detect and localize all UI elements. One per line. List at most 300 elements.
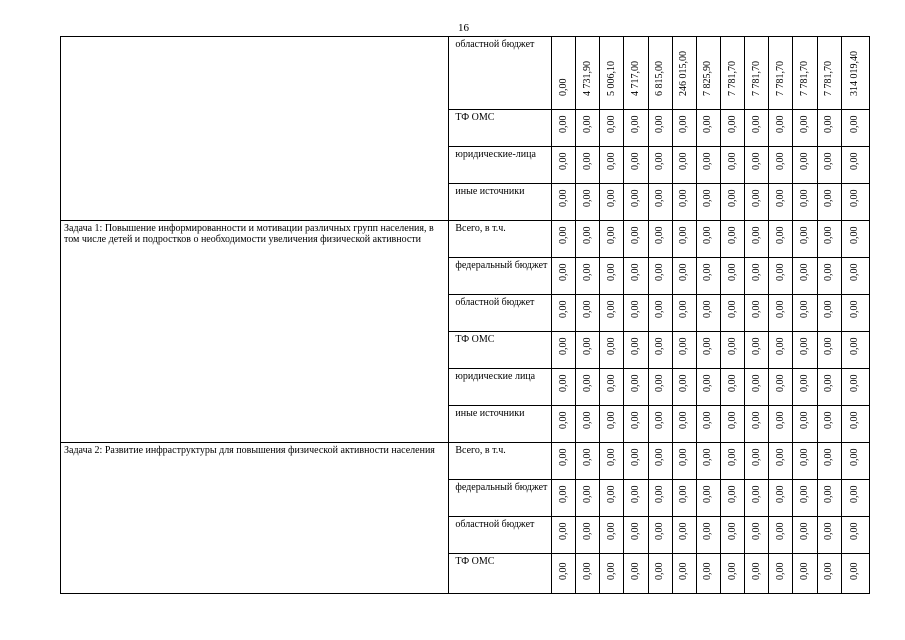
- value-text: 0,00: [702, 300, 714, 318]
- value-text: 0,00: [630, 485, 641, 503]
- funding-source-cell: юридические лица: [449, 369, 552, 406]
- value-text: 0,00: [823, 263, 835, 281]
- value-cell: [745, 443, 769, 480]
- value-cell: [624, 406, 648, 443]
- task-cell: Задача 1: Повышение информированности и мотивации различных групп населения, в том числе детей и подростков о необходимости увеличения физической активности: [61, 221, 449, 443]
- value-cell: [745, 37, 769, 110]
- value-text: 0,00: [702, 115, 714, 133]
- value-text: 0,00: [581, 485, 593, 503]
- value-text: 7 781,70: [750, 61, 762, 96]
- value-cell: [624, 480, 648, 517]
- value-cell: [696, 369, 720, 406]
- value-text: 0,00: [654, 152, 666, 170]
- value-text: 0,00: [823, 152, 835, 170]
- value-text: 0,00: [605, 448, 617, 466]
- value-text: 0,00: [654, 115, 666, 133]
- value-text: 0,00: [750, 485, 762, 503]
- value-text: 0,00: [726, 115, 738, 133]
- value-cell: [576, 480, 600, 517]
- value-cell: [600, 517, 624, 554]
- value-cell: [817, 332, 841, 369]
- value-text: 0,00: [849, 263, 861, 281]
- value-text: 0,00: [581, 522, 593, 540]
- value-cell: [576, 332, 600, 369]
- value-text: 0,00: [849, 448, 861, 466]
- value-cell: [696, 37, 720, 110]
- value-text: 0,00: [630, 448, 641, 466]
- funding-source-cell: ТФ ОМС: [449, 332, 552, 369]
- value-cell: [600, 147, 624, 184]
- value-text: 0,00: [849, 337, 861, 355]
- value-text: 0,00: [774, 562, 786, 580]
- value-text: 0,00: [654, 226, 666, 244]
- value-text: 0,00: [654, 263, 666, 281]
- value-cell: [721, 184, 745, 221]
- value-text: 0,00: [654, 411, 666, 429]
- value-cell: [745, 554, 769, 594]
- value-text: 0,00: [702, 411, 714, 429]
- value-text: 0,00: [654, 522, 666, 540]
- task-cell: [61, 37, 449, 221]
- value-cell: [721, 406, 745, 443]
- value-cell: [817, 480, 841, 517]
- value-text: 0,00: [678, 448, 690, 466]
- value-text: 0,00: [702, 263, 714, 281]
- value-cell: [696, 554, 720, 594]
- value-cell: [769, 110, 793, 147]
- value-text: 0,00: [605, 115, 617, 133]
- funding-source-cell: федеральный бюджет: [449, 258, 552, 295]
- value-cell: [721, 221, 745, 258]
- value-cell: [696, 332, 720, 369]
- value-cell: [745, 480, 769, 517]
- value-cell: [600, 221, 624, 258]
- value-text: 0,00: [702, 522, 714, 540]
- funding-source-cell: иные источники: [449, 184, 552, 221]
- page-number: 16: [458, 22, 469, 34]
- value-cell: [552, 369, 576, 406]
- value-text: 0,00: [726, 226, 738, 244]
- value-text: 0,00: [849, 411, 861, 429]
- value-text: 0,00: [678, 226, 690, 244]
- value-cell: [745, 184, 769, 221]
- value-text: 0,00: [630, 115, 641, 133]
- value-text: 0,00: [750, 115, 762, 133]
- value-text: 0,00: [630, 562, 641, 580]
- value-text: 0,00: [581, 448, 593, 466]
- value-cell: [745, 147, 769, 184]
- value-text: 0,00: [557, 411, 569, 429]
- value-cell: [624, 443, 648, 480]
- value-cell: [793, 184, 817, 221]
- value-text: 0,00: [581, 226, 593, 244]
- value-text: 0,00: [750, 263, 762, 281]
- value-cell: [624, 221, 648, 258]
- value-text: 7 781,70: [774, 61, 786, 96]
- value-cell: [552, 443, 576, 480]
- value-cell: [600, 295, 624, 332]
- value-text: 0,00: [678, 263, 690, 281]
- value-text: 0,00: [774, 485, 786, 503]
- value-cell: [841, 147, 869, 184]
- value-text: 0,00: [849, 374, 861, 392]
- value-text: 0,00: [581, 263, 593, 281]
- value-text: 0,00: [557, 337, 569, 355]
- value-cell: [672, 258, 696, 295]
- value-text: 0,00: [849, 226, 861, 244]
- value-cell: [721, 258, 745, 295]
- value-cell: [600, 37, 624, 110]
- value-text: 6 815,00: [654, 61, 666, 96]
- value-text: 0,00: [678, 189, 690, 207]
- value-text: 0,00: [823, 300, 835, 318]
- value-cell: [672, 554, 696, 594]
- value-text: 0,00: [823, 337, 835, 355]
- value-text: 0,00: [726, 448, 738, 466]
- value-cell: [769, 332, 793, 369]
- value-text: 0,00: [654, 562, 666, 580]
- value-text: 0,00: [630, 300, 641, 318]
- value-cell: [721, 554, 745, 594]
- value-text: 0,00: [678, 411, 690, 429]
- value-cell: [769, 221, 793, 258]
- value-text: 0,00: [726, 152, 738, 170]
- value-text: 0,00: [849, 562, 861, 580]
- funding-source-cell: Всего, в т.ч.: [449, 443, 552, 480]
- value-cell: [576, 406, 600, 443]
- value-cell: [672, 147, 696, 184]
- funding-table: [60, 36, 870, 594]
- value-text: 0,00: [630, 189, 641, 207]
- value-cell: [793, 480, 817, 517]
- value-text: 0,00: [774, 411, 786, 429]
- value-text: 0,00: [702, 374, 714, 392]
- value-text: 0,00: [557, 448, 569, 466]
- funding-source-cell: ТФ ОМС: [449, 110, 552, 147]
- value-cell: [841, 480, 869, 517]
- value-text: 0,00: [605, 152, 617, 170]
- value-text: 0,00: [605, 522, 617, 540]
- value-text: 0,00: [849, 300, 861, 318]
- value-text: 0,00: [726, 300, 738, 318]
- value-cell: [624, 37, 648, 110]
- value-text: 0,00: [557, 562, 569, 580]
- value-cell: [576, 295, 600, 332]
- value-text: 0,00: [605, 374, 617, 392]
- value-cell: [696, 406, 720, 443]
- value-cell: [745, 110, 769, 147]
- value-text: 0,00: [630, 263, 641, 281]
- value-text: 0,00: [823, 485, 835, 503]
- value-text: 0,00: [798, 562, 810, 580]
- value-text: 0,00: [798, 300, 810, 318]
- value-text: 0,00: [654, 448, 666, 466]
- value-cell: [624, 184, 648, 221]
- value-text: 0,00: [823, 522, 835, 540]
- value-cell: [576, 37, 600, 110]
- funding-source-cell: иные источники: [449, 406, 552, 443]
- value-text: 7 781,70: [798, 61, 810, 96]
- value-cell: [817, 554, 841, 594]
- value-cell: [696, 480, 720, 517]
- value-cell: [552, 406, 576, 443]
- value-cell: [841, 332, 869, 369]
- value-cell: [648, 332, 672, 369]
- value-cell: [648, 369, 672, 406]
- value-text: 0,00: [798, 522, 810, 540]
- value-text: 0,00: [849, 522, 861, 540]
- value-text: 0,00: [557, 263, 569, 281]
- value-cell: [600, 258, 624, 295]
- value-cell: [600, 110, 624, 147]
- value-text: 0,00: [605, 337, 617, 355]
- value-cell: [793, 295, 817, 332]
- value-cell: [745, 369, 769, 406]
- value-cell: [769, 406, 793, 443]
- value-text: 0,00: [750, 448, 762, 466]
- value-cell: [624, 369, 648, 406]
- value-cell: [648, 517, 672, 554]
- value-cell: [769, 480, 793, 517]
- value-text: 0,00: [774, 448, 786, 466]
- value-text: 0,00: [605, 300, 617, 318]
- funding-source-cell: юридические-лица: [449, 147, 552, 184]
- value-cell: [576, 517, 600, 554]
- value-cell: [721, 37, 745, 110]
- value-text: 0,00: [823, 374, 835, 392]
- value-text: 4 717,00: [630, 61, 641, 96]
- value-cell: [745, 258, 769, 295]
- value-cell: [721, 295, 745, 332]
- value-text: 0,00: [774, 226, 786, 244]
- value-cell: [672, 406, 696, 443]
- value-text: 0,00: [823, 189, 835, 207]
- value-cell: [672, 184, 696, 221]
- value-text: 0,00: [726, 263, 738, 281]
- value-cell: [552, 554, 576, 594]
- value-text: 0,00: [654, 374, 666, 392]
- value-text: 0,00: [605, 411, 617, 429]
- value-cell: [841, 258, 869, 295]
- value-text: 0,00: [630, 226, 641, 244]
- value-text: 0,00: [678, 115, 690, 133]
- value-cell: [552, 110, 576, 147]
- funding-source-cell: областной бюджет: [449, 295, 552, 332]
- value-text: 0,00: [726, 411, 738, 429]
- value-text: 0,00: [581, 562, 593, 580]
- value-cell: [624, 295, 648, 332]
- value-text: 0,00: [605, 226, 617, 244]
- value-text: 0,00: [798, 152, 810, 170]
- value-text: 0,00: [702, 226, 714, 244]
- value-cell: [817, 517, 841, 554]
- funding-source-cell: Всего, в т.ч.: [449, 221, 552, 258]
- value-text: 0,00: [750, 522, 762, 540]
- value-text: 0,00: [702, 337, 714, 355]
- table-row: [61, 37, 870, 110]
- value-cell: [552, 258, 576, 295]
- value-text: 0,00: [849, 152, 861, 170]
- value-cell: [672, 443, 696, 480]
- value-text: 0,00: [798, 374, 810, 392]
- value-text: 0,00: [678, 562, 690, 580]
- value-cell: [696, 258, 720, 295]
- value-cell: [672, 369, 696, 406]
- funding-source-cell: областной бюджет: [449, 517, 552, 554]
- value-text: 0,00: [774, 189, 786, 207]
- value-cell: [769, 147, 793, 184]
- value-text: 0,00: [774, 263, 786, 281]
- value-cell: [793, 517, 817, 554]
- value-text: 0,00: [557, 226, 569, 244]
- value-text: 0,00: [750, 152, 762, 170]
- value-cell: [624, 147, 648, 184]
- value-text: 0,00: [726, 337, 738, 355]
- value-cell: [817, 184, 841, 221]
- value-cell: [841, 517, 869, 554]
- value-cell: [696, 184, 720, 221]
- value-text: 0,00: [774, 115, 786, 133]
- value-text: 0,00: [774, 300, 786, 318]
- value-text: 0,00: [750, 374, 762, 392]
- value-text: 0,00: [774, 152, 786, 170]
- value-cell: [552, 37, 576, 110]
- value-cell: [600, 332, 624, 369]
- value-text: 0,00: [557, 152, 569, 170]
- value-text: 0,00: [849, 485, 861, 503]
- value-text: 0,00: [557, 78, 569, 96]
- value-text: 0,00: [702, 152, 714, 170]
- table-row: [61, 443, 870, 480]
- value-cell: [696, 443, 720, 480]
- value-cell: [552, 221, 576, 258]
- value-cell: [793, 554, 817, 594]
- value-cell: [793, 406, 817, 443]
- value-cell: [624, 554, 648, 594]
- value-text: 0,00: [774, 522, 786, 540]
- value-cell: [576, 110, 600, 147]
- value-cell: [841, 406, 869, 443]
- value-cell: [648, 258, 672, 295]
- value-text: 0,00: [702, 448, 714, 466]
- value-cell: [648, 554, 672, 594]
- value-text: 0,00: [774, 374, 786, 392]
- value-cell: [817, 295, 841, 332]
- value-cell: [552, 517, 576, 554]
- value-cell: [648, 110, 672, 147]
- value-cell: [552, 332, 576, 369]
- value-cell: [624, 110, 648, 147]
- value-text: 0,00: [702, 189, 714, 207]
- value-cell: [769, 443, 793, 480]
- value-text: 0,00: [581, 152, 593, 170]
- value-cell: [696, 517, 720, 554]
- value-text: 0,00: [605, 562, 617, 580]
- value-cell: [793, 110, 817, 147]
- value-cell: [648, 443, 672, 480]
- value-cell: [769, 37, 793, 110]
- value-cell: [793, 147, 817, 184]
- value-cell: [696, 147, 720, 184]
- value-text: 0,00: [726, 189, 738, 207]
- value-cell: [576, 221, 600, 258]
- value-cell: [696, 110, 720, 147]
- value-text: 0,00: [654, 300, 666, 318]
- value-cell: [721, 110, 745, 147]
- value-cell: [841, 369, 869, 406]
- value-cell: [769, 517, 793, 554]
- value-text: 0,00: [654, 189, 666, 207]
- value-text: 0,00: [581, 189, 593, 207]
- value-cell: [648, 147, 672, 184]
- value-text: 0,00: [798, 189, 810, 207]
- value-text: 0,00: [823, 562, 835, 580]
- funding-source-cell: областной бюджет: [449, 37, 552, 110]
- value-cell: [672, 37, 696, 110]
- value-cell: [552, 184, 576, 221]
- value-text: 0,00: [581, 374, 593, 392]
- value-cell: [793, 37, 817, 110]
- value-text: 0,00: [557, 374, 569, 392]
- value-cell: [721, 147, 745, 184]
- value-cell: [769, 184, 793, 221]
- value-cell: [745, 295, 769, 332]
- value-cell: [552, 480, 576, 517]
- value-text: 0,00: [750, 226, 762, 244]
- value-text: 0,00: [702, 485, 714, 503]
- value-text: 0,00: [849, 189, 861, 207]
- value-text: 0,00: [678, 152, 690, 170]
- value-cell: [769, 295, 793, 332]
- value-text: 0,00: [557, 300, 569, 318]
- value-cell: [624, 517, 648, 554]
- value-text: 0,00: [798, 263, 810, 281]
- value-cell: [841, 295, 869, 332]
- value-text: 0,00: [557, 485, 569, 503]
- value-cell: [576, 443, 600, 480]
- value-text: 0,00: [726, 485, 738, 503]
- value-text: 0,00: [750, 300, 762, 318]
- value-cell: [576, 369, 600, 406]
- value-text: 0,00: [849, 115, 861, 133]
- value-cell: [841, 37, 869, 110]
- value-cell: [721, 332, 745, 369]
- value-text: 0,00: [557, 115, 569, 133]
- value-cell: [817, 258, 841, 295]
- value-cell: [648, 295, 672, 332]
- value-text: 0,00: [678, 522, 690, 540]
- value-cell: [648, 406, 672, 443]
- value-text: 7 781,70: [823, 61, 835, 96]
- value-text: 0,00: [605, 263, 617, 281]
- value-cell: [841, 184, 869, 221]
- value-text: 0,00: [798, 226, 810, 244]
- value-text: 0,00: [798, 448, 810, 466]
- value-cell: [600, 184, 624, 221]
- value-cell: [721, 369, 745, 406]
- value-cell: [793, 443, 817, 480]
- value-cell: [721, 480, 745, 517]
- value-text: 0,00: [750, 562, 762, 580]
- value-cell: [817, 369, 841, 406]
- value-cell: [793, 258, 817, 295]
- value-cell: [648, 480, 672, 517]
- value-text: 0,00: [726, 522, 738, 540]
- value-text: 0,00: [798, 337, 810, 355]
- value-text: 0,00: [557, 522, 569, 540]
- value-cell: [817, 37, 841, 110]
- value-cell: [624, 258, 648, 295]
